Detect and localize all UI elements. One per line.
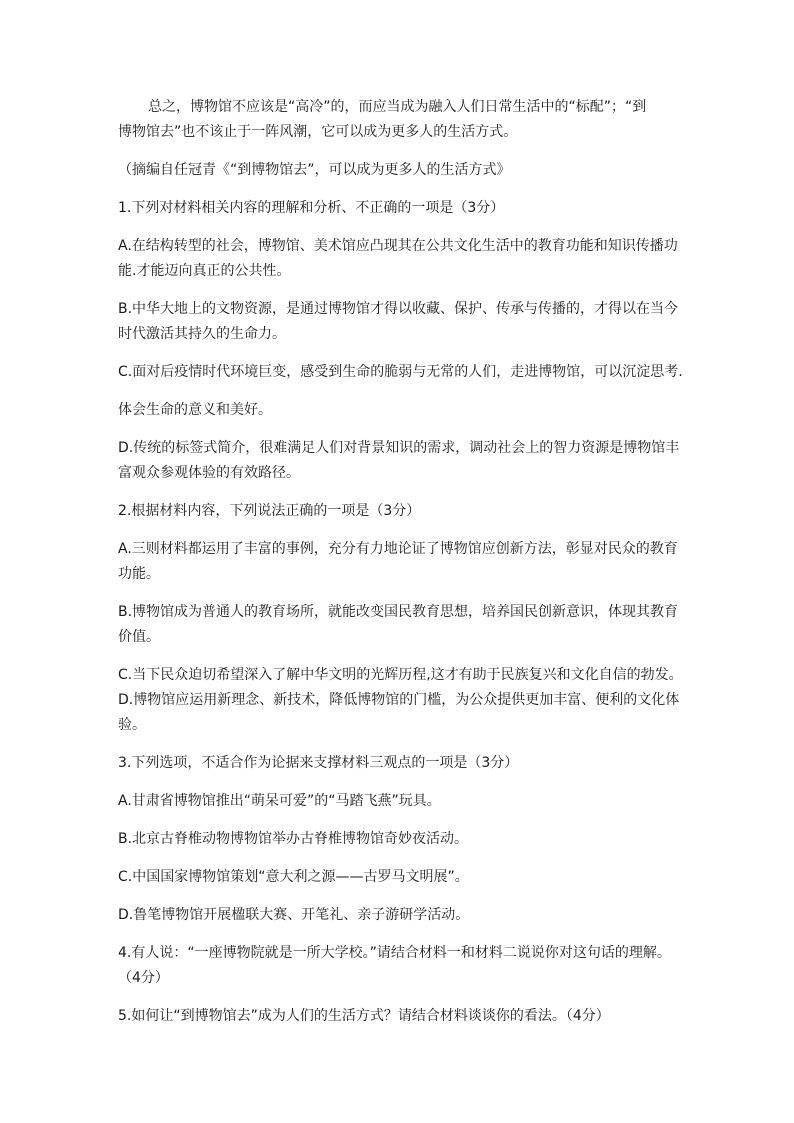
question-2-option-a: [118, 537, 684, 587]
source-citation: （摘编自任冠青《“到博物馆去”，可以成为更多人的生活方式》: [118, 162, 511, 178]
question-2-option-b: [118, 600, 684, 650]
question-2-option-c-d: [118, 663, 684, 738]
question-3-option-c: C.中国国家博物馆策划“意大利之源——古罗马文明展”。: [118, 869, 469, 885]
question-1-option-d: [118, 436, 684, 486]
intro-line-1: 总之，博物馆不应该是“高冷”的，而应当成为融入人们日常生活中的“标配”；“到: [148, 99, 647, 115]
option-text: B.中华大地上的文物资源，是通过博物馆才得以收藏、保护、传承与传播的，才得以在当今: [118, 301, 679, 317]
question-1-stem: 1.下列对材料相关内容的理解和分析、不正确的一项是（3分）: [118, 200, 505, 216]
option-text: D.博物馆应运用新理念、新技术，降低博物馆的门槛，为公众提供更加丰富、便利的文化体: [118, 692, 680, 708]
question-1-option-b: [118, 297, 684, 347]
question-3-option-a: A.甘肃省博物馆推出“萌呆可爱”的“马踏飞燕”玩具。: [118, 793, 441, 809]
option-text: C.面对后疫情时代环境巨变，感受到生命的脆弱与无常的人们，走进博物馆，可以沉淀思考.: [118, 364, 683, 380]
question-5-stem: 5.如何让“到博物馆去”成为人们的生活方式？请结合材料谈谈你的看法。（4分）: [118, 1008, 610, 1024]
option-text: C.当下民众迫切希望深入了解中华文明的光辉历程,这才有助于民族复兴和文化自信的勃发。: [118, 667, 683, 683]
question-4: [118, 941, 684, 991]
option-text: A.在结构转型的社会，博物馆、美术馆应凸现其在公共文化生活中的教育功能和知识传播功: [118, 238, 678, 254]
question-3-option-b: B.北京古脊椎动物博物馆举办古脊椎博物馆奇妙夜活动。: [118, 831, 469, 847]
question-1-option-c: [118, 360, 684, 385]
option-text: 体会生命的意义和美好。: [118, 402, 272, 418]
option-text: 价值。: [118, 629, 160, 645]
option-text: D.传统的标签式简介，很难满足人们对背景知识的需求，调动社会上的智力资源是博物馆丰: [118, 440, 680, 456]
option-text: 功能。: [118, 566, 160, 582]
option-text: B.博物馆成为普通人的教育场所，就能改变国民教育思想，培养国民创新意识，体现其教育: [118, 604, 679, 620]
question-3-stem: 3.下列选项，不适合作为论据来支撑材料三观点的一项是（3分）: [118, 755, 519, 771]
question-1-option-a: [118, 234, 684, 284]
question-4-stem: 4.有人说：“一座博物院就是一所大学校。”请结合材料一和材料二说说你对这句话的理解。: [118, 945, 671, 961]
question-3-option-d: D.鲁笔博物馆开展楹联大赛、开笔礼、亲子游研学活动。: [118, 907, 470, 923]
question-4-score: （4分）: [118, 970, 169, 986]
question-2-stem: 2.根据材料内容，下列说法正确的一项是（3分）: [118, 503, 421, 519]
option-text: 能.才能迈向真正的公共性。: [118, 263, 291, 279]
option-text: 验。: [118, 717, 146, 733]
option-text: 时代激活其持久的生命力。: [118, 326, 286, 342]
intro-line-2: 博物馆去”也不该止于一阵风潮，它可以成为更多人的生活方式。: [118, 124, 518, 140]
question-1-option-c-continued: [118, 398, 684, 423]
option-text: A.三则材料都运用了丰富的事例，充分有力地论证了博物馆应创新方法，彰显对民众的教育: [118, 541, 678, 557]
option-text: 富观众参观体验的有效路径。: [118, 465, 300, 481]
